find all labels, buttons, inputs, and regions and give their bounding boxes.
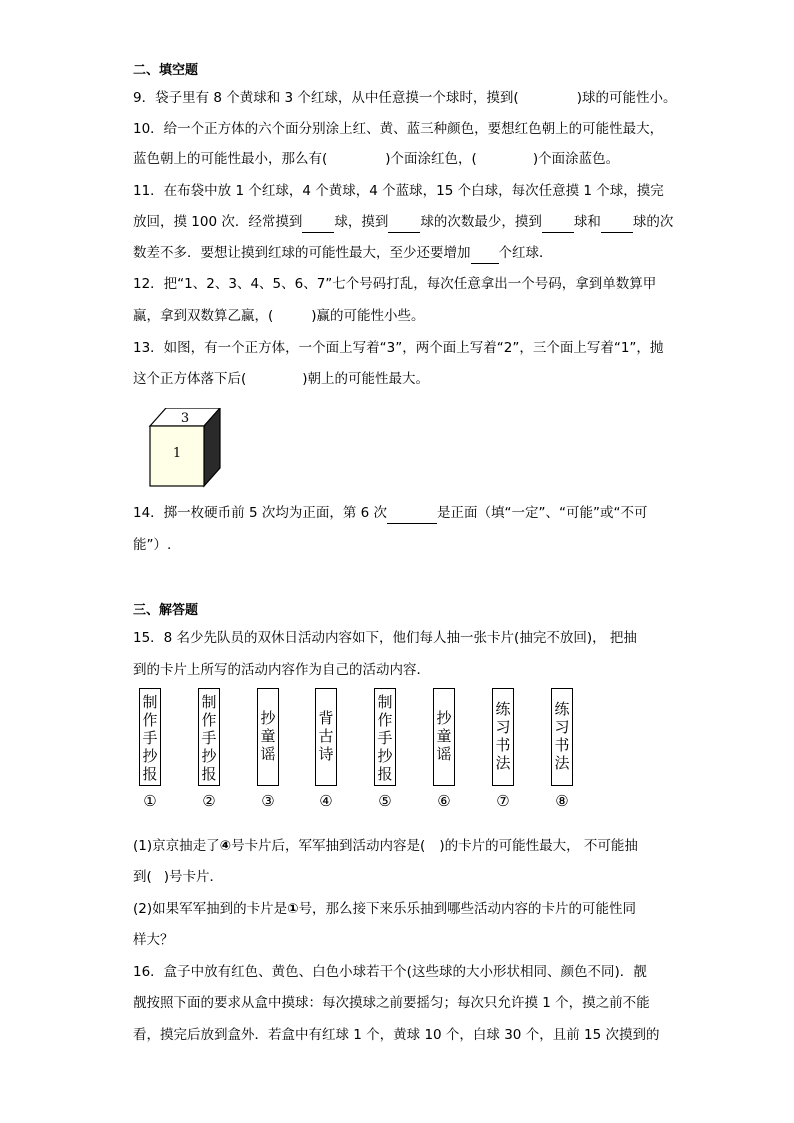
- question-14-line1: [133, 503, 648, 524]
- question-15-line1: 15．8 名少先队员的双休日活动内容如下，他们每人抽一张卡片(抽完不放回)， 把抽: [133, 630, 637, 646]
- question-10-line2: [133, 149, 619, 169]
- answer-section-title: 三、解答题: [133, 603, 199, 618]
- q11-text-a: 放回，摸 100 次．经常摸到: [133, 214, 303, 230]
- q10-text-a: 蓝色朝上的可能性最小，那么有(: [133, 151, 328, 167]
- q15-sub1-text-e: )号卡片．: [163, 869, 224, 885]
- q11-text-g: 个红球．: [498, 245, 553, 261]
- question-13-line2: [133, 369, 429, 389]
- q11-blank-3[interactable]: [542, 212, 574, 233]
- q12-text-a: 赢，拿到双数算乙赢，(: [133, 308, 274, 324]
- q11-text-d: 球和: [573, 214, 601, 230]
- question-16-line2: 靓按照下面的要求从盒中摸球：每次摸球之前要摇匀；每次只允许摸 1 个，摸之前不能: [133, 995, 650, 1011]
- question-12-line1: 12．把“1、2、3、4、5、6、7”七个号码打乱，每次任意拿出一个号码，拿到单数算甲: [133, 276, 657, 292]
- q11-text-e: 球的次: [632, 214, 674, 230]
- q15-sub1-circled-4: ④: [219, 838, 232, 854]
- card-text: 抄 童 谣: [260, 709, 276, 763]
- card-6: [433, 688, 455, 786]
- question-14-line2: 能”）.: [133, 537, 172, 553]
- q11-blank-4[interactable]: [601, 212, 633, 233]
- q15-sub1-text-c: )的卡片的可能性最大， 不可能抽: [439, 838, 638, 854]
- q11-blank-1[interactable]: [302, 212, 334, 233]
- card-text: 练 习 书 法: [495, 700, 511, 772]
- card-text: 练 习 书 法: [554, 700, 570, 772]
- q15-sub1-text-a: (1)京京抽走了: [133, 838, 220, 854]
- card-7: [492, 688, 514, 786]
- card-number: ③: [261, 792, 275, 810]
- card-text: 制 作 手 抄 报: [377, 693, 393, 783]
- question-9: [133, 88, 676, 108]
- card-1: [139, 688, 161, 786]
- question-11-line3: [133, 243, 553, 264]
- q11-text-f: 数差不多．要想让摸到红球的可能性最大，至少还要增加: [133, 245, 471, 261]
- q14-text-b: 是正面（填“一定”、“可能”或“不可: [437, 505, 648, 521]
- card-4: [315, 688, 337, 786]
- q11-blank-5[interactable]: [471, 243, 499, 264]
- q10-text-c: )个面涂蓝色。: [532, 151, 620, 167]
- card-number: ②: [202, 792, 216, 810]
- activity-cards: [134, 688, 594, 823]
- q15-sub1-text-d: 到(: [133, 869, 152, 885]
- card-text: 制 作 手 抄 报: [142, 693, 158, 783]
- question-11-line1: 11．在布袋中放 1 个红球，4 个黄球，4 个蓝球，15 个白球，每次任意摸 1 个球，摸完: [133, 183, 664, 199]
- question-16-line1: 16．盒子中放有红色、黄色、白色小球若干个(这些球的大小形状相同、颜色不同)．靓: [133, 964, 647, 980]
- question-15-sub2-line2: 样大？: [133, 932, 174, 948]
- question-15-sub1: [133, 836, 638, 856]
- question-11-line2: [133, 212, 673, 233]
- card-2: [198, 688, 220, 786]
- card-3: [257, 688, 279, 786]
- question-16-line3: 看，摸完后放到盒外．若盒中有红球 1 个，黄球 10 个，白球 30 个，且前 15 次摸到的: [133, 1027, 660, 1043]
- q11-text-b: 球，摸到: [334, 214, 389, 230]
- cube-top-label: 3: [180, 411, 190, 426]
- q14-text-a: 14．掷一枚硬币前 5 次均为正面，第 6 次: [133, 505, 388, 521]
- question-13-line1: 13．如图，有一个正方体，一个面上写着“3”，两个面上写着“2”，三个面上写着“1”，抛: [133, 340, 664, 356]
- card-number: ⑤: [378, 792, 392, 810]
- cube-figure: [148, 408, 232, 488]
- q11-blank-2[interactable]: [388, 212, 420, 233]
- q13-text-a: 这个正方体落下后(: [133, 371, 247, 387]
- card-number: ⑧: [555, 792, 569, 810]
- card-number: ④: [319, 792, 333, 810]
- question-15-sub2: [133, 899, 636, 919]
- q11-text-c: 球的次数最少，摸到: [420, 214, 542, 230]
- card-number: ①: [143, 792, 157, 810]
- q12-text-b: )赢的可能性小些。: [311, 308, 425, 324]
- q13-text-b: )朝上的可能性最大。: [302, 371, 430, 387]
- q10-text-b: )个面涂红色，(: [385, 151, 477, 167]
- card-number: ⑥: [437, 792, 451, 810]
- q14-blank[interactable]: [387, 503, 437, 524]
- card-text: 制 作 手 抄 报: [201, 693, 217, 783]
- question-15-sub1-line2: [133, 867, 223, 887]
- question-12-line2: [133, 306, 425, 326]
- q15-sub2-circled-1: ①: [287, 901, 299, 917]
- question-10-line1: 10．给一个正方体的六个面分别涂上红、黄、蓝三种颜色，要想红色朝上的可能性最大，: [133, 121, 664, 137]
- q15-sub2-text-a: (2)如果军军抽到的卡片是: [133, 901, 288, 917]
- q9-text-b: )球的可能性小。: [576, 90, 677, 106]
- card-8: [551, 688, 573, 786]
- q9-text-a: 9．袋子里有 8 个黄球和 3 个红球，从中任意摸一个球时，摸到(: [133, 90, 519, 106]
- cube-front-label: 1: [172, 446, 182, 461]
- q15-sub2-text-b: 号，那么接下来乐乐抽到哪些活动内容的卡片的可能性同: [298, 901, 637, 917]
- card-5: [374, 688, 396, 786]
- card-text: 抄 童 谣: [436, 709, 452, 763]
- card-text: 背 古 诗: [318, 709, 334, 763]
- q15-sub1-text-b: 号卡片后，军军抽到活动内容是(: [231, 838, 426, 854]
- card-number: ⑦: [496, 792, 510, 810]
- fill-section-title: 二、填空题: [133, 63, 199, 78]
- question-15-line2: 到的卡片上所写的活动内容作为自己的活动内容．: [133, 662, 430, 678]
